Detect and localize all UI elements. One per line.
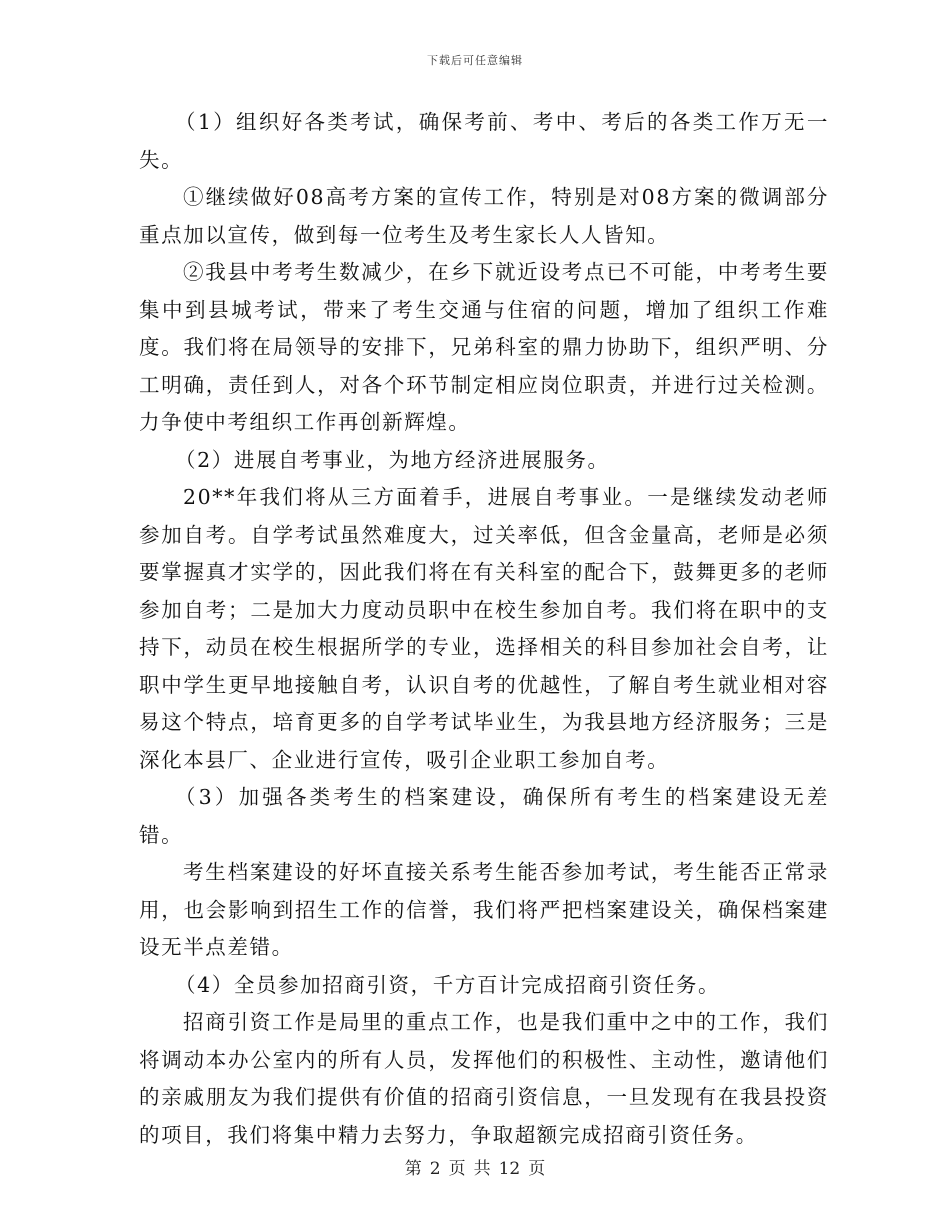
paragraph-section-2-heading: （2）进展自考事业，为地方经济进展服务。 (175, 447, 610, 472)
paragraph-section-3-body: 考生档案建设的好坏直接关系考生能否参加考试，考生能否正常录用，也会影响到招生工作的信誉，我们将严把档案建设关，确保档案建设无半点差错。 (139, 860, 829, 959)
paragraph-section-1-heading: （1）组织好各类考试，确保考前、考中、考后的各类工作万无一失。 (139, 110, 829, 172)
footer-page-label: 页 (448, 1159, 466, 1179)
paragraph-section-3-heading: （3）加强各类考生的档案建设，确保所有考生的档案建设无差错。 (139, 785, 829, 847)
footer-total-label: 共 (473, 1159, 491, 1179)
page-header: 下载后可任意编辑 (427, 54, 523, 67)
total-page-count: 12 (498, 1159, 521, 1179)
footer-prefix: 第 (404, 1159, 422, 1179)
page-footer (0, 1154, 950, 1179)
paragraph-item-1: ①继续做好08高考方案的宣传工作，特别是对08方案的微调部分重点加以宣传，做到每一位考生及考生家长人人皆知。 (139, 185, 829, 247)
paragraph-item-2: ②我县中考考生数减少，在乡下就近设考点已不可能，中考考生要集中到县城考试，带来了考生交通与住宿的问题，增加了组织工作难度。我们将在局领导的安排下，兄弟科室的鼎力协助下，组织严明、分工明确，责任到人，对各个环节制定相应岗位职责，并进行过关检测。力争使中考组织工作再创新辉煌。 (139, 260, 829, 434)
footer-page-label-end: 页 (528, 1159, 546, 1179)
paragraph-section-2-body: 20**年我们将从三方面着手，进展自考事业。一是继续发动老师参加自考。自学考试虽然难度大，过关率低，但含金量高，老师是必须要掌握真才实学的，因此我们将在有关科室的配合下，鼓舞更多的老师参加自考；二是加大力度动员职中在校生参加自考。我们将在职中的支持下，动员在校生根据所学的专业，选择相关的科目参加社会自考，让职中学生更早地接触自考，认识自考的优越性，了解自考生就业相对容易这个特点，培育更多的自学考试毕业生，为我县地方经济服务；三是深化本县厂、企业进行宣传，吸引企业职工参加自考。 (139, 485, 829, 772)
document-body (139, 104, 829, 1154)
paragraph-section-4-body: 招商引资工作是局里的重点工作，也是我们重中之中的工作，我们将调动本办公室内的所有人员，发挥他们的积极性、主动性，邀请他们的亲戚朋友为我们提供有价值的招商引资信息，一旦发现有在我县投资的项目，我们将集中精力去努力，争取超额完成招商引资任务。 (139, 1010, 829, 1147)
current-page-number: 2 (429, 1159, 441, 1179)
paragraph-section-4-heading: （4）全员参加招商引资，千方百计完成招商引资任务。 (175, 972, 721, 997)
